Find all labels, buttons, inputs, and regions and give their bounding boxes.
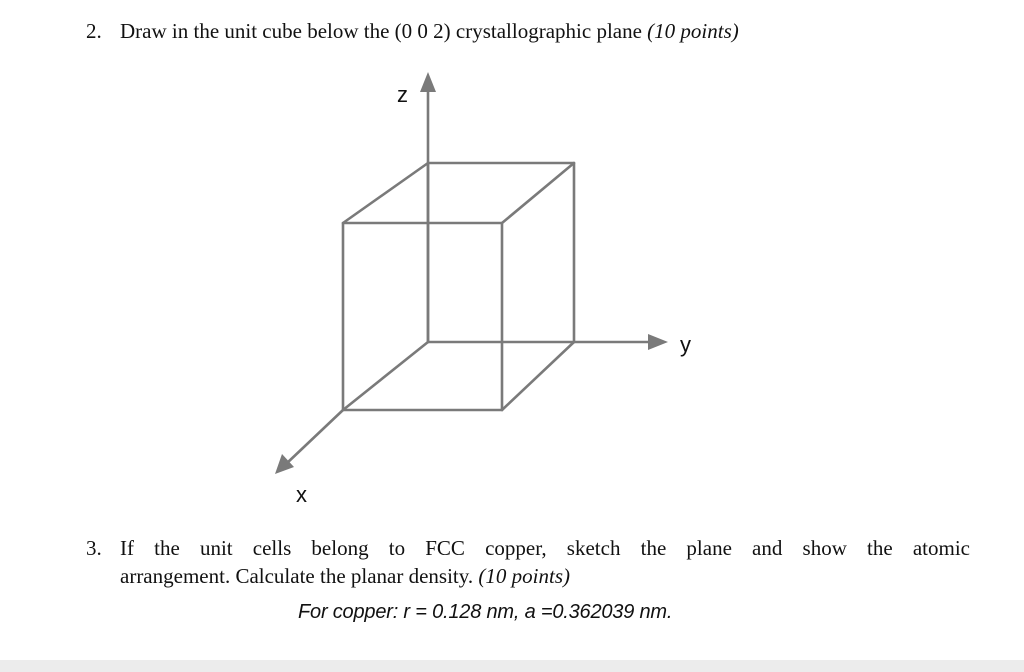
cube-edge-bottom-right	[502, 342, 574, 410]
question-3-points: (10 points)	[478, 564, 570, 588]
question-3	[86, 534, 970, 590]
x-axis-label: x	[296, 482, 307, 507]
cube-front-face	[343, 223, 502, 410]
z-axis-arrowhead	[420, 72, 436, 92]
question-2-prompt: Draw in the unit cube below the (0 0 2) crystallographic plane	[120, 19, 642, 43]
question-3-number: 3.	[86, 536, 102, 560]
question-3-line-1: If the unit cells belong to FCC copper, sketch the plane and show the atomic	[120, 536, 970, 560]
y-axis-arrowhead	[648, 334, 668, 350]
question-3-line-2-text: arrangement. Calculate the planar density.	[120, 564, 474, 588]
question-2-points: (10 points)	[647, 19, 739, 43]
cube-edge-top-right	[502, 163, 574, 223]
copper-constants: For copper: r = 0.128 nm, a =0.362039 nm.	[298, 601, 673, 623]
cube-edge-top-left	[343, 163, 428, 223]
question-3-text	[120, 534, 970, 590]
z-axis-label: z	[397, 82, 408, 107]
x-axis-line	[286, 410, 343, 464]
x-axis-arrowhead	[275, 454, 294, 474]
question-3-line-2	[120, 562, 970, 590]
question-2-number: 2.	[86, 19, 102, 43]
y-axis-label: y	[680, 332, 691, 357]
page-bottom-edge	[0, 660, 1024, 672]
cube-edge-bottom-left	[343, 342, 428, 410]
